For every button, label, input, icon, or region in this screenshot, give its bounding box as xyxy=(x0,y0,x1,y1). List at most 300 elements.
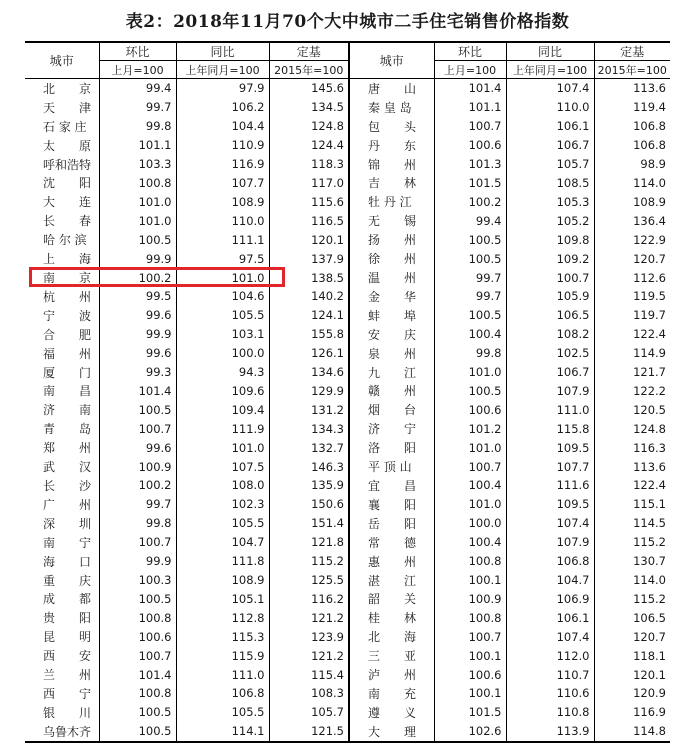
cell-base-left: 135.9 xyxy=(269,476,349,495)
cell-base-right: 106.8 xyxy=(594,136,670,155)
cell-city-right: 九 江 xyxy=(349,363,434,382)
cell-city-left: 银 川 xyxy=(43,705,92,720)
table-row xyxy=(25,589,670,608)
cell-base-left: 116.5 xyxy=(269,211,349,230)
cell-mom-right: 101.3 xyxy=(434,155,506,174)
cell-base-left: 132.7 xyxy=(269,438,349,457)
cell-yoy-left: 115.9 xyxy=(176,646,269,665)
cell-base-left: 134.5 xyxy=(269,98,349,117)
cell-yoy-left: 115.3 xyxy=(176,627,269,646)
cell-city-left: 哈 尔 滨 xyxy=(43,233,87,248)
cell-base-right: 120.1 xyxy=(594,665,670,684)
cell-city-right: 三 亚 xyxy=(349,646,434,665)
cell-yoy-left: 108.0 xyxy=(176,476,269,495)
table-row xyxy=(25,457,670,476)
cell-city-left: 南 宁 xyxy=(43,535,92,550)
cell-yoy-left: 111.9 xyxy=(176,419,269,438)
cell-yoy-left: 110.0 xyxy=(176,211,269,230)
cell-mom-right: 100.8 xyxy=(434,552,506,571)
cell-city-right: 常 德 xyxy=(349,533,434,552)
cell-city-left: 西 安 xyxy=(43,649,92,664)
cell-city-left: 长 沙 xyxy=(43,478,92,493)
cell-mom-right: 99.7 xyxy=(434,268,506,287)
cell-yoy-right: 110.0 xyxy=(506,98,594,117)
cell-city-right: 锦 州 xyxy=(349,155,434,174)
table-row xyxy=(25,98,670,117)
cell-city-right: 岳 阳 xyxy=(349,514,434,533)
header-base-right: 定基 xyxy=(594,42,670,61)
table-row xyxy=(25,211,670,230)
cell-yoy-right: 112.0 xyxy=(506,646,594,665)
cell-yoy-left: 101.0 xyxy=(176,438,269,457)
cell-yoy-right: 111.6 xyxy=(506,476,594,495)
table-row xyxy=(25,419,670,438)
cell-base-left: 138.5 xyxy=(269,268,349,287)
cell-mom-left: 99.3 xyxy=(99,363,176,382)
cell-city-right: 烟 台 xyxy=(349,400,434,419)
cell-base-right: 122.9 xyxy=(594,230,670,249)
cell-base-left: 134.3 xyxy=(269,419,349,438)
cell-mom-left: 99.4 xyxy=(99,79,176,98)
cell-city-left: 兰 州 xyxy=(43,668,92,683)
cell-base-left: 124.1 xyxy=(269,306,349,325)
table-header xyxy=(25,42,670,79)
cell-mom-left: 99.9 xyxy=(99,249,176,268)
cell-base-right: 119.4 xyxy=(594,98,670,117)
cell-city-right: 洛 阳 xyxy=(349,438,434,457)
cell-yoy-right: 105.7 xyxy=(506,155,594,174)
cell-base-left: 121.5 xyxy=(269,722,349,742)
cell-mom-right: 100.6 xyxy=(434,136,506,155)
cell-mom-right: 100.2 xyxy=(434,192,506,211)
cell-mom-left: 99.8 xyxy=(99,514,176,533)
cell-city-left: 重 庆 xyxy=(43,573,92,588)
cell-base-right: 108.9 xyxy=(594,192,670,211)
cell-mom-right: 100.7 xyxy=(434,457,506,476)
cell-base-right: 124.8 xyxy=(594,419,670,438)
cell-yoy-right: 109.5 xyxy=(506,438,594,457)
cell-mom-left: 100.2 xyxy=(99,268,176,287)
cell-city-left: 呼和浩特 xyxy=(43,157,92,172)
cell-mom-left: 100.7 xyxy=(99,419,176,438)
cell-yoy-left: 111.8 xyxy=(176,552,269,571)
cell-mom-right: 100.6 xyxy=(434,665,506,684)
cell-base-right: 120.5 xyxy=(594,400,670,419)
cell-mom-left: 99.9 xyxy=(99,325,176,344)
cell-yoy-left: 97.9 xyxy=(176,79,269,98)
table-row xyxy=(25,722,670,742)
cell-mom-left: 100.5 xyxy=(99,703,176,722)
cell-base-left: 117.0 xyxy=(269,174,349,193)
cell-city-right: 赣 州 xyxy=(349,382,434,401)
cell-yoy-left: 106.2 xyxy=(176,98,269,117)
cell-mom-right: 99.7 xyxy=(434,287,506,306)
cell-base-right: 121.7 xyxy=(594,363,670,382)
cell-yoy-left: 94.3 xyxy=(176,363,269,382)
cell-yoy-left: 114.1 xyxy=(176,722,269,742)
cell-mom-left: 99.8 xyxy=(99,117,176,136)
cell-base-right: 122.4 xyxy=(594,325,670,344)
cell-base-left: 124.8 xyxy=(269,117,349,136)
cell-base-right: 114.0 xyxy=(594,174,670,193)
cell-mom-right: 100.5 xyxy=(434,382,506,401)
cell-yoy-right: 109.5 xyxy=(506,495,594,514)
cell-mom-left: 99.7 xyxy=(99,98,176,117)
cell-mom-right: 100.1 xyxy=(434,646,506,665)
cell-city-left: 济 南 xyxy=(43,403,92,418)
cell-yoy-left: 106.8 xyxy=(176,684,269,703)
cell-city-right: 遵 义 xyxy=(349,703,434,722)
cell-yoy-left: 102.3 xyxy=(176,495,269,514)
cell-mom-left: 100.3 xyxy=(99,571,176,590)
cell-city-right: 宜 昌 xyxy=(349,476,434,495)
header-mom-base-right: 上月=100 xyxy=(434,61,506,79)
header-base-base-left: 2015年=100 xyxy=(269,61,349,79)
cell-city-right: 徐 州 xyxy=(349,249,434,268)
table-row xyxy=(25,136,670,155)
cell-yoy-left: 100.0 xyxy=(176,344,269,363)
cell-city-right: 温 州 xyxy=(349,268,434,287)
cell-yoy-right: 105.3 xyxy=(506,192,594,211)
cell-base-right: 114.5 xyxy=(594,514,670,533)
cell-mom-left: 99.9 xyxy=(99,552,176,571)
cell-base-left: 116.2 xyxy=(269,589,349,608)
cell-yoy-right: 109.8 xyxy=(506,230,594,249)
cell-mom-left: 99.7 xyxy=(99,495,176,514)
cell-mom-right: 100.4 xyxy=(434,533,506,552)
cell-base-right: 120.7 xyxy=(594,627,670,646)
cell-mom-left: 100.8 xyxy=(99,684,176,703)
cell-city-right: 蚌 埠 xyxy=(349,306,434,325)
header-mom-right: 环比 xyxy=(434,42,506,61)
cell-city-left: 深 圳 xyxy=(43,516,92,531)
header-city-right: 城市 xyxy=(349,42,434,79)
cell-city-right: 桂 林 xyxy=(349,608,434,627)
table-row xyxy=(25,155,670,174)
table-row xyxy=(25,306,670,325)
cell-base-right: 116.3 xyxy=(594,438,670,457)
cell-mom-left: 100.7 xyxy=(99,533,176,552)
cell-base-left: 115.4 xyxy=(269,665,349,684)
cell-base-left: 155.8 xyxy=(269,325,349,344)
cell-yoy-left: 110.9 xyxy=(176,136,269,155)
table-row xyxy=(25,533,670,552)
table-row xyxy=(25,325,670,344)
cell-yoy-left: 107.7 xyxy=(176,174,269,193)
cell-mom-right: 101.0 xyxy=(434,363,506,382)
header-mom-base-left: 上月=100 xyxy=(99,61,176,79)
table-row xyxy=(25,344,670,363)
cell-base-right: 112.6 xyxy=(594,268,670,287)
cell-city-right: 平 顶 山 xyxy=(349,457,434,476)
cell-yoy-left: 109.4 xyxy=(176,400,269,419)
table-row xyxy=(25,363,670,382)
cell-yoy-right: 105.2 xyxy=(506,211,594,230)
cell-base-right: 106.5 xyxy=(594,608,670,627)
cell-mom-right: 100.9 xyxy=(434,589,506,608)
cell-mom-right: 101.2 xyxy=(434,419,506,438)
cell-base-left: 108.3 xyxy=(269,684,349,703)
table-row xyxy=(25,646,670,665)
table-row xyxy=(25,608,670,627)
cell-mom-left: 101.1 xyxy=(99,136,176,155)
cell-mom-left: 99.5 xyxy=(99,287,176,306)
cell-base-left: 145.6 xyxy=(269,79,349,98)
cell-city-right: 金 华 xyxy=(349,287,434,306)
cell-mom-left: 101.0 xyxy=(99,211,176,230)
table-row xyxy=(25,665,670,684)
cell-base-left: 120.1 xyxy=(269,230,349,249)
cell-city-left: 郑 州 xyxy=(43,441,92,456)
cell-yoy-left: 109.6 xyxy=(176,382,269,401)
cell-base-right: 116.9 xyxy=(594,703,670,722)
table-row xyxy=(25,382,670,401)
cell-city-right: 无 锡 xyxy=(349,211,434,230)
cell-yoy-right: 106.1 xyxy=(506,608,594,627)
cell-mom-right: 101.0 xyxy=(434,438,506,457)
cell-yoy-right: 111.0 xyxy=(506,400,594,419)
header-yoy-right: 同比 xyxy=(506,42,594,61)
cell-city-right: 泉 州 xyxy=(349,344,434,363)
cell-city-left: 昆 明 xyxy=(43,630,92,645)
cell-city-right: 吉 林 xyxy=(349,174,434,193)
cell-base-right: 98.9 xyxy=(594,155,670,174)
cell-city-right: 南 充 xyxy=(349,684,434,703)
cell-base-right: 114.0 xyxy=(594,571,670,590)
cell-city-left: 厦 门 xyxy=(43,365,92,380)
table-row xyxy=(25,684,670,703)
cell-base-right: 119.7 xyxy=(594,306,670,325)
cell-mom-left: 100.2 xyxy=(99,476,176,495)
cell-city-right: 惠 州 xyxy=(349,552,434,571)
header-yoy-base-left: 上年同月=100 xyxy=(176,61,269,79)
cell-mom-right: 100.0 xyxy=(434,514,506,533)
cell-yoy-right: 106.1 xyxy=(506,117,594,136)
cell-base-right: 114.9 xyxy=(594,344,670,363)
cell-mom-left: 100.8 xyxy=(99,174,176,193)
cell-base-right: 113.6 xyxy=(594,79,670,98)
highlight-box-nanjing xyxy=(29,267,285,287)
cell-mom-right: 101.1 xyxy=(434,98,506,117)
cell-city-left: 长 春 xyxy=(43,214,92,229)
table-row xyxy=(25,400,670,419)
cell-base-left: 146.3 xyxy=(269,457,349,476)
cell-yoy-left: 104.7 xyxy=(176,533,269,552)
cell-city-left: 天 津 xyxy=(43,100,92,115)
cell-city-right: 秦 皇 岛 xyxy=(349,98,434,117)
cell-city-left: 杭 州 xyxy=(43,289,92,304)
cell-city-right: 牡 丹 江 xyxy=(349,192,434,211)
table-row xyxy=(25,571,670,590)
cell-base-right: 120.9 xyxy=(594,684,670,703)
cell-mom-right: 101.0 xyxy=(434,495,506,514)
cell-yoy-right: 108.5 xyxy=(506,174,594,193)
cell-mom-left: 100.5 xyxy=(99,230,176,249)
cell-base-left: 129.9 xyxy=(269,382,349,401)
table-row xyxy=(25,703,670,722)
cell-city-left: 青 岛 xyxy=(43,422,92,437)
cell-base-left: 121.2 xyxy=(269,608,349,627)
header-base-left: 定基 xyxy=(269,42,349,61)
cell-yoy-left: 105.5 xyxy=(176,306,269,325)
cell-base-left: 121.2 xyxy=(269,646,349,665)
cell-base-left: 123.9 xyxy=(269,627,349,646)
price-index-table xyxy=(25,41,670,743)
cell-yoy-right: 105.9 xyxy=(506,287,594,306)
cell-base-right: 130.7 xyxy=(594,552,670,571)
cell-yoy-left: 105.5 xyxy=(176,703,269,722)
cell-base-right: 106.8 xyxy=(594,117,670,136)
cell-city-left: 西 宁 xyxy=(43,686,92,701)
cell-base-left: 140.2 xyxy=(269,287,349,306)
cell-base-left: 150.6 xyxy=(269,495,349,514)
cell-mom-right: 100.8 xyxy=(434,608,506,627)
cell-base-left: 115.2 xyxy=(269,552,349,571)
header-mom-left: 环比 xyxy=(99,42,176,61)
cell-yoy-right: 107.4 xyxy=(506,514,594,533)
cell-mom-right: 102.6 xyxy=(434,722,506,742)
cell-base-left: 118.3 xyxy=(269,155,349,174)
cell-yoy-left: 107.5 xyxy=(176,457,269,476)
cell-city-left: 北 京 xyxy=(43,81,92,96)
cell-base-left: 131.2 xyxy=(269,400,349,419)
cell-yoy-left: 111.1 xyxy=(176,230,269,249)
cell-yoy-left: 105.5 xyxy=(176,514,269,533)
cell-city-left: 武 汉 xyxy=(43,460,92,475)
header-yoy-left: 同比 xyxy=(176,42,269,61)
cell-yoy-right: 107.9 xyxy=(506,533,594,552)
table-row xyxy=(25,514,670,533)
cell-city-right: 韶 关 xyxy=(349,589,434,608)
cell-city-left: 沈 阳 xyxy=(43,176,92,191)
cell-yoy-right: 110.6 xyxy=(506,684,594,703)
cell-city-left: 宁 波 xyxy=(43,308,92,323)
cell-city-right: 泸 州 xyxy=(349,665,434,684)
cell-city-right: 安 庆 xyxy=(349,325,434,344)
cell-mom-left: 99.6 xyxy=(99,438,176,457)
cell-city-left: 合 肥 xyxy=(43,327,92,342)
cell-yoy-right: 107.4 xyxy=(506,627,594,646)
cell-yoy-right: 110.8 xyxy=(506,703,594,722)
cell-city-left: 大 连 xyxy=(43,195,92,210)
cell-city-left: 太 原 xyxy=(43,138,92,153)
cell-yoy-right: 113.9 xyxy=(506,722,594,742)
cell-mom-left: 101.4 xyxy=(99,382,176,401)
table-row xyxy=(25,495,670,514)
cell-base-left: 137.9 xyxy=(269,249,349,268)
cell-yoy-left: 105.1 xyxy=(176,589,269,608)
cell-base-right: 115.2 xyxy=(594,589,670,608)
cell-base-left: 125.5 xyxy=(269,571,349,590)
cell-yoy-left: 97.5 xyxy=(176,249,269,268)
cell-mom-left: 100.8 xyxy=(99,608,176,627)
cell-yoy-right: 107.9 xyxy=(506,382,594,401)
cell-yoy-left: 104.6 xyxy=(176,287,269,306)
cell-yoy-left: 116.9 xyxy=(176,155,269,174)
cell-mom-right: 100.5 xyxy=(434,249,506,268)
cell-mom-right: 100.5 xyxy=(434,230,506,249)
cell-mom-left: 103.3 xyxy=(99,155,176,174)
cell-mom-left: 100.5 xyxy=(99,722,176,742)
cell-mom-right: 100.5 xyxy=(434,306,506,325)
cell-mom-left: 99.6 xyxy=(99,344,176,363)
table-row xyxy=(25,438,670,457)
cell-yoy-right: 110.7 xyxy=(506,665,594,684)
cell-mom-right: 100.4 xyxy=(434,325,506,344)
cell-mom-left: 100.5 xyxy=(99,400,176,419)
cell-mom-right: 101.4 xyxy=(434,79,506,98)
cell-mom-right: 99.4 xyxy=(434,211,506,230)
cell-base-left: 124.4 xyxy=(269,136,349,155)
cell-city-right: 湛 江 xyxy=(349,571,434,590)
cell-base-right: 114.8 xyxy=(594,722,670,742)
cell-city-right: 唐 山 xyxy=(349,79,434,98)
cell-city-left: 南 昌 xyxy=(43,384,92,399)
cell-base-right: 113.6 xyxy=(594,457,670,476)
cell-mom-right: 100.7 xyxy=(434,627,506,646)
cell-city-right: 济 宁 xyxy=(349,419,434,438)
table-row xyxy=(25,552,670,571)
table-row xyxy=(25,287,670,306)
cell-city-left: 福 州 xyxy=(43,346,92,361)
cell-city-right: 丹 东 xyxy=(349,136,434,155)
table-title: 表2：2018年11月70个大中城市二手住宅销售价格指数 xyxy=(125,12,570,32)
cell-mom-right: 99.8 xyxy=(434,344,506,363)
cell-base-right: 122.4 xyxy=(594,476,670,495)
cell-yoy-left: 108.9 xyxy=(176,192,269,211)
cell-yoy-right: 109.2 xyxy=(506,249,594,268)
cell-mom-right: 100.6 xyxy=(434,400,506,419)
cell-yoy-right: 106.9 xyxy=(506,589,594,608)
cell-city-left: 成 都 xyxy=(43,592,92,607)
table-row xyxy=(25,627,670,646)
cell-base-right: 115.2 xyxy=(594,533,670,552)
cell-city-right: 北 海 xyxy=(349,627,434,646)
cell-yoy-left: 101.0 xyxy=(176,268,269,287)
cell-yoy-right: 106.7 xyxy=(506,363,594,382)
cell-city-right: 襄 阳 xyxy=(349,495,434,514)
cell-base-right: 118.1 xyxy=(594,646,670,665)
cell-mom-left: 100.5 xyxy=(99,589,176,608)
cell-city-left: 石 家 庄 xyxy=(43,119,87,134)
table-row xyxy=(25,174,670,193)
cell-city-left: 乌鲁木齐 xyxy=(43,724,92,739)
cell-base-left: 126.1 xyxy=(269,344,349,363)
cell-yoy-right: 100.7 xyxy=(506,268,594,287)
cell-mom-left: 100.9 xyxy=(99,457,176,476)
cell-base-right: 115.1 xyxy=(594,495,670,514)
cell-yoy-right: 106.8 xyxy=(506,552,594,571)
table-row xyxy=(25,476,670,495)
cell-yoy-right: 102.5 xyxy=(506,344,594,363)
cell-yoy-right: 106.7 xyxy=(506,136,594,155)
table-row xyxy=(25,117,670,136)
cell-yoy-left: 103.1 xyxy=(176,325,269,344)
cell-mom-left: 101.4 xyxy=(99,665,176,684)
cell-mom-right: 100.1 xyxy=(434,571,506,590)
cell-base-right: 120.7 xyxy=(594,249,670,268)
cell-city-left: 贵 阳 xyxy=(43,611,92,626)
cell-yoy-right: 107.7 xyxy=(506,457,594,476)
cell-mom-right: 100.4 xyxy=(434,476,506,495)
cell-mom-right: 100.1 xyxy=(434,684,506,703)
table-row xyxy=(25,79,670,98)
cell-mom-right: 101.5 xyxy=(434,703,506,722)
header-city-left: 城市 xyxy=(25,42,99,79)
cell-base-left: 134.6 xyxy=(269,363,349,382)
cell-yoy-left: 112.8 xyxy=(176,608,269,627)
cell-city-right: 包 头 xyxy=(349,117,434,136)
